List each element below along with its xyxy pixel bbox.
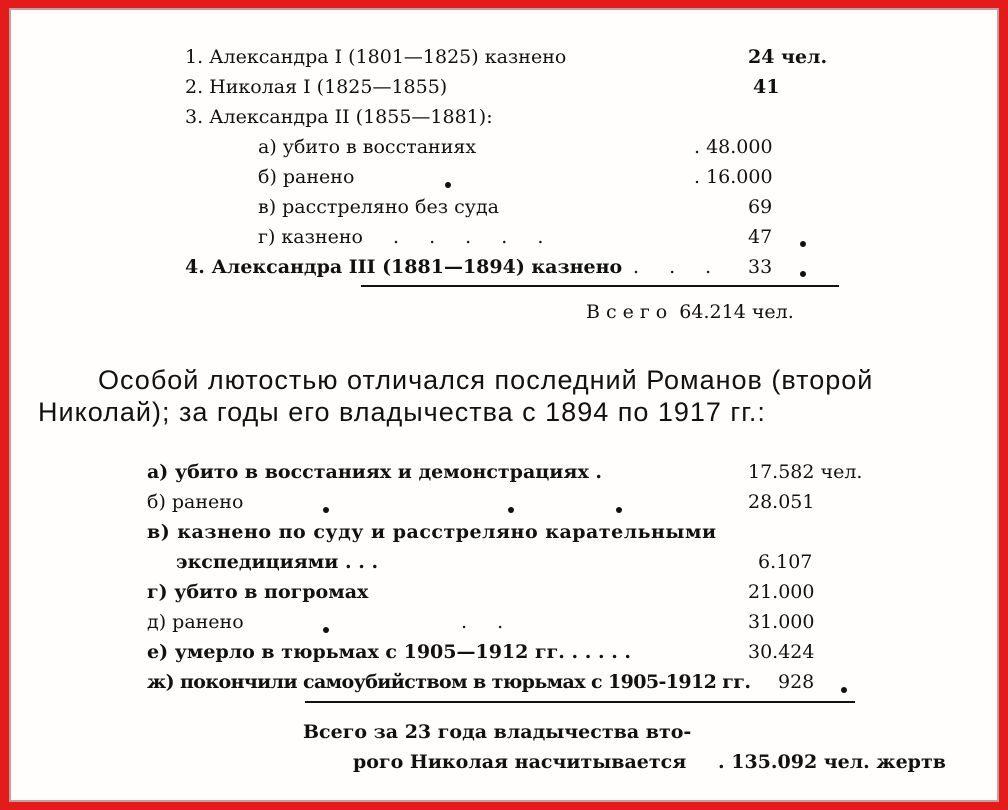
row-b-value: 28.051 — [748, 491, 815, 513]
row-g-value: 21.000 — [748, 581, 815, 603]
part2-total-value: . 135.092 чел. жертв — [718, 751, 946, 773]
row-4-value: 33 — [748, 256, 773, 278]
part1-total — [586, 300, 794, 324]
row-zh-value: 928 — [778, 671, 815, 693]
row-a-value: 17.582 чел. — [748, 461, 863, 483]
total-rule — [305, 701, 855, 703]
row-a-label: а) убито в восстаниях и демонстрациях . — [147, 461, 602, 483]
ditto-mark — [508, 507, 514, 513]
row-3a-label: а) убито в восстаниях — [258, 136, 477, 158]
row-v-value: 6.107 — [758, 551, 813, 573]
ditto-mark — [323, 507, 329, 513]
row-3a-value: . 48.000 — [694, 136, 773, 158]
total-value: 64.214 чел. — [679, 301, 794, 323]
ditto-mark — [445, 182, 451, 188]
part2-total-line-2: рого Николая насчитывается — [353, 751, 687, 773]
ditto-mark — [616, 507, 622, 513]
paragraph-line-2: Николай); за годы его владычества с 1894 по 1917 гг.: — [38, 397, 766, 427]
total-prefix: Всего — [586, 301, 674, 323]
row-v-cont-label: экспедициями . . . — [176, 551, 379, 573]
row-v-label: в) казнено по суду и расстреляно карательными — [147, 521, 717, 543]
row-g-label: г) убито в погромах — [147, 581, 369, 603]
row-4-leader: . . . — [633, 256, 724, 278]
row-d-label: д) ранено — [147, 611, 244, 633]
row-e-label: е) умерло в тюрьмах с 1905—1912 гг. . . . . . — [147, 641, 632, 663]
row-4-label: 4. Александра III (1881—1894) казнено — [185, 256, 623, 278]
row-3c-value: 69 — [748, 196, 773, 218]
row-3d-label: г) казнено — [258, 226, 363, 248]
row-3b-label: б) ранено — [258, 166, 355, 188]
ditto-mark — [323, 627, 329, 633]
row-3c-label: в) расстреляно без суда — [258, 196, 499, 218]
row-3b-value: . 16.000 — [694, 166, 773, 188]
ditto-mark — [800, 241, 806, 247]
row-2-label: 2. Николая I (1825—1855) — [185, 76, 448, 98]
row-3-label: 3. Александра II (1855—1881): — [185, 106, 493, 128]
row-3d-leader: . . . . . — [393, 226, 556, 248]
row-3d-value: 47 — [748, 226, 773, 248]
document-page — [13, 12, 995, 798]
ditto-mark — [841, 687, 847, 693]
row-d-leader: . . — [461, 611, 516, 633]
row-zh-label: ж) покончили самоубийством в тюрьмах с 1905-1912 гг. — [147, 671, 751, 693]
row-2-value: 41 — [753, 76, 780, 98]
total-rule — [361, 285, 839, 287]
row-b-label: б) ранено — [147, 491, 244, 513]
part2-total-line-1: Всего за 23 года владычества вто- — [303, 721, 692, 743]
ditto-mark — [800, 271, 806, 277]
row-1-label: 1. Александра I (1801—1825) казнено — [185, 46, 567, 68]
paragraph-line-1: Особой лютостью отличался последний Романов (второй — [98, 365, 874, 395]
row-e-value: 30.424 — [748, 641, 815, 663]
row-d-value: 31.000 — [748, 611, 815, 633]
row-1-value: 24 чел. — [748, 46, 828, 68]
